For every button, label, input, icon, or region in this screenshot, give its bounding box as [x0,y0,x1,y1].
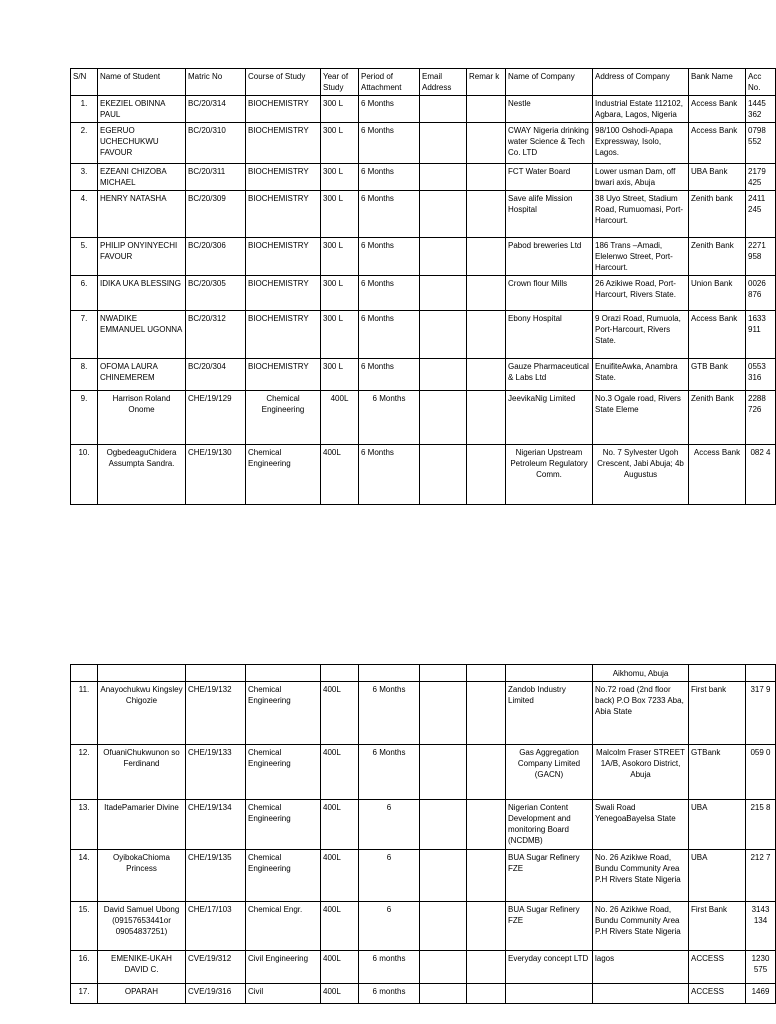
cell-bank: ACCESS [689,984,746,1004]
cell-remark [467,96,506,123]
cell-sn: 16. [71,951,98,984]
cell-name: OyibokaChioma Princess [98,850,186,902]
cell-acc: 215 8 [746,800,776,850]
cell-course: Chemical Engineering [246,391,321,445]
cell-sn: 3. [71,164,98,191]
cell-name: EGERUO UCHECHUKWU FAVOUR [98,123,186,164]
header-address: Address of Company [593,69,689,96]
cell-email [420,164,467,191]
table-row [71,850,776,902]
table-row [71,164,776,191]
cell-acc: 1469 [746,984,776,1004]
cell-company: Crown flour Mills [506,276,593,311]
cell-email [420,391,467,445]
cell-year: 300 L [321,359,359,391]
cell-bank: Access Bank [689,123,746,164]
cell-bank: Access Bank [689,96,746,123]
cell-name: David Samuel Ubong (09157653441or 09054837251) [98,902,186,951]
cell-course: Chemical Engineering [246,745,321,800]
cell-email [420,984,467,1004]
table-row [71,276,776,311]
cell-year: 300 L [321,123,359,164]
cell-name: Anayochukwu Kingsley Chigozie [98,682,186,745]
cell-address: 9 Orazi Road, Rumuola, Port-Harcourt, Rivers State. [593,311,689,359]
cell-sn: 5. [71,238,98,276]
cell-address: 26 Azikiwe Road, Port-Harcourt, Rivers State. [593,276,689,311]
cell-course: BIOCHEMISTRY [246,276,321,311]
cell-year: 300 L [321,164,359,191]
cell-acc: 1230 575 [746,951,776,984]
table-row [71,682,776,745]
cell-course: BIOCHEMISTRY [246,191,321,238]
cell-matric: BC/20/310 [186,123,246,164]
cell-matric: CHE/19/133 [186,745,246,800]
cell-period: 6 [359,850,420,902]
cell-year: 300 L [321,96,359,123]
cell-course: Chemical Engineering [246,445,321,505]
cell-company: Nigerian Upstream Petroleum Regulatory Comm. [506,445,593,505]
cell-year: 300 L [321,276,359,311]
cell-address: No. 26 Azikiwe Road, Bundu Community Area P.H Rivers State Nigeria [593,850,689,902]
cell-remark [467,850,506,902]
cell-company: Save alife Mission Hospital [506,191,593,238]
cell-acc: 082 4 [746,445,776,505]
cell-period: 6 Months [359,745,420,800]
cell-course: BIOCHEMISTRY [246,96,321,123]
cell-period: 6 Months [359,96,420,123]
continuation-row [71,665,776,682]
cell-period: 6 Months [359,682,420,745]
cell-period: 6 Months [359,191,420,238]
cell-company: Nigerian Content Development and monitoring Board (NCDMB) [506,800,593,850]
table-row [71,96,776,123]
table-row [71,359,776,391]
cell-period: 6 [359,800,420,850]
table-row [71,800,776,850]
cell-acc: 0026 876 [746,276,776,311]
cell-year: 400L [321,984,359,1004]
header-email: Email Address [420,69,467,96]
cell-email [420,359,467,391]
cell-company: FCT Water Board [506,164,593,191]
cell-name: Harrison Roland Onome [98,391,186,445]
cell-email [420,96,467,123]
cell-bank: First Bank [689,902,746,951]
cell-address: lagos [593,951,689,984]
header-course: Course of Study [246,69,321,96]
header-name: Name of Student [98,69,186,96]
cell-matric: CHE/19/132 [186,682,246,745]
cell-matric: BC/20/306 [186,238,246,276]
cell-remark [467,311,506,359]
cell-acc: 1633 911 [746,311,776,359]
cell-address: Swali Road YenegoaBayelsa State [593,800,689,850]
header-remark: Remar k [467,69,506,96]
table-row [71,951,776,984]
cell-address: Industrial Estate 112102, Agbara, Lagos, Nigeria [593,96,689,123]
cell-company: Zandob Industry Limited [506,682,593,745]
cell-bank: UBA Bank [689,164,746,191]
cell-period: 6 Months [359,276,420,311]
cell-email [420,311,467,359]
cell-bank: Access Bank [689,311,746,359]
cell-email [420,800,467,850]
cell-company: Pabod breweries Ltd [506,238,593,276]
cell-company: Nestle [506,96,593,123]
cell-period: 6 [359,902,420,951]
cell-address: 98/100 Oshodi-Apapa Expressway, Isolo, Lagos. [593,123,689,164]
cell-email [420,238,467,276]
cell-year: 400L [321,850,359,902]
cell-remark [467,902,506,951]
cell-remark [467,745,506,800]
cell-matric: CHE/19/129 [186,391,246,445]
cell-year: 400L [321,902,359,951]
header-matric: Matric No [186,69,246,96]
cell-remark [467,800,506,850]
cell-sn: 15. [71,902,98,951]
cell-course: BIOCHEMISTRY [246,164,321,191]
cell-remark [467,445,506,505]
cell-sn: 6. [71,276,98,311]
cell-period: 6 Months [359,445,420,505]
cell-address: No.72 road (2nd floor back) P.O Box 7233 Aba, Abia State [593,682,689,745]
cell-bank: Zenith bank [689,191,746,238]
cell-matric: CHE/17/103 [186,902,246,951]
cell-course: Civil [246,984,321,1004]
cell-course: Chemical Engineering [246,682,321,745]
cell-remark [467,984,506,1004]
cell-email [420,191,467,238]
cell-remark [467,391,506,445]
cell-acc: 2288 726 [746,391,776,445]
cell-sn: 11. [71,682,98,745]
cell-bank: Union Bank [689,276,746,311]
cell-matric: BC/20/312 [186,311,246,359]
cell-matric: CVE/19/316 [186,984,246,1004]
cell-year: 400L [321,745,359,800]
cell-bank: Zenith Bank [689,238,746,276]
cell-company: BUA Sugar Refinery FZE [506,850,593,902]
cell-matric: CVE/19/312 [186,951,246,984]
attachment-table-2 [70,664,776,1004]
cell-year: 300 L [321,191,359,238]
cell-matric: CHE/19/134 [186,800,246,850]
cell-period: 6 months [359,951,420,984]
table-row [71,745,776,800]
cell-year: 300 L [321,311,359,359]
cell-acc: 0553 316 [746,359,776,391]
cell-sn: 8. [71,359,98,391]
cell-matric: BC/20/305 [186,276,246,311]
cell-name: PHILIP ONYINYECHI FAVOUR [98,238,186,276]
table-row [71,191,776,238]
cell-name: ItadePamarier Divine [98,800,186,850]
cell-address: No. 7 Sylvester Ugoh Crescent, Jabi Abuja; 4b Augustus [593,445,689,505]
cell-remark [467,238,506,276]
cell-matric: BC/20/304 [186,359,246,391]
cell-year: 400L [321,445,359,505]
cell-acc: 317 9 [746,682,776,745]
cell-sn: 1. [71,96,98,123]
cell-course: Chemical Engineering [246,800,321,850]
table-row [71,445,776,505]
cell-company [506,984,593,1004]
cell-year: 400L [321,682,359,745]
cell-sn: 10. [71,445,98,505]
cell-sn: 2. [71,123,98,164]
cell-acc: 2179 425 [746,164,776,191]
cell-sn: 7. [71,311,98,359]
continued-address: Aikhomu, Abuja [593,665,689,682]
cell-course: BIOCHEMISTRY [246,359,321,391]
header-company: Name of Company [506,69,593,96]
cell-company: BUA Sugar Refinery FZE [506,902,593,951]
cell-email [420,951,467,984]
cell-email [420,902,467,951]
cell-period: 6 months [359,984,420,1004]
cell-bank: UBA [689,800,746,850]
cell-address: Lower usman Dam, off bwari axis, Abuja [593,164,689,191]
cell-course: BIOCHEMISTRY [246,238,321,276]
cell-address: 186 Trans –Amadi, Elelenwo Street, Port-Harcourt. [593,238,689,276]
cell-company: Gas Aggregation Company Limited (GACN) [506,745,593,800]
cell-acc: 0798 552 [746,123,776,164]
cell-address: Malcolm Fraser STREET 1A/B, Asokoro District, Abuja [593,745,689,800]
cell-remark [467,951,506,984]
cell-sn: 13. [71,800,98,850]
cell-sn: 14. [71,850,98,902]
cell-name: EZEANI CHIZOBA MICHAEL [98,164,186,191]
table-row [71,311,776,359]
cell-year: 400L [321,391,359,445]
cell-company: Gauze Pharmaceutical & Labs Ltd [506,359,593,391]
cell-remark [467,123,506,164]
cell-matric: CHE/19/135 [186,850,246,902]
cell-period: 6 Months [359,391,420,445]
cell-name: OgbedeaguChidera Assumpta Sandra. [98,445,186,505]
cell-acc: 059 0 [746,745,776,800]
cell-address: EnuifiteAwka, Anambra State. [593,359,689,391]
cell-acc: 2271 958 [746,238,776,276]
cell-sn: 17. [71,984,98,1004]
cell-sn: 9. [71,391,98,445]
cell-course: Civil Engineering [246,951,321,984]
cell-sn: 4. [71,191,98,238]
cell-company: Ebony Hospital [506,311,593,359]
cell-matric: BC/20/314 [186,96,246,123]
cell-name: EKEZIEL OBINNA PAUL [98,96,186,123]
table-row [71,391,776,445]
table-row [71,902,776,951]
cell-sn: 12. [71,745,98,800]
cell-name: OPARAH [98,984,186,1004]
cell-period: 6 Months [359,123,420,164]
cell-email [420,276,467,311]
cell-year: 400L [321,800,359,850]
cell-matric: BC/20/309 [186,191,246,238]
cell-period: 6 Months [359,164,420,191]
cell-remark [467,276,506,311]
cell-course: Chemical Engineering [246,850,321,902]
header-bank: Bank Name [689,69,746,96]
cell-email [420,850,467,902]
cell-acc: 3143 134 [746,902,776,951]
cell-address [593,984,689,1004]
cell-name: NWADIKE EMMANUEL UGONNA [98,311,186,359]
cell-course: Chemical Engr. [246,902,321,951]
table-row [71,123,776,164]
header-acc: Acc No. [746,69,776,96]
cell-bank: Access Bank [689,445,746,505]
cell-address: No. 26 Azikiwe Road, Bundu Community Area P.H Rivers State Nigeria [593,902,689,951]
cell-course: BIOCHEMISTRY [246,311,321,359]
cell-remark [467,191,506,238]
cell-course: BIOCHEMISTRY [246,123,321,164]
cell-remark [467,359,506,391]
cell-bank: GTB Bank [689,359,746,391]
attachment-table-1 [70,68,776,505]
cell-email [420,682,467,745]
cell-acc: 1445 362 [746,96,776,123]
cell-name: IDIKA UKA BLESSING [98,276,186,311]
cell-bank: GTBank [689,745,746,800]
cell-period: 6 Months [359,311,420,359]
cell-year: 300 L [321,238,359,276]
table-row [71,238,776,276]
cell-remark [467,682,506,745]
header-year: Year of Study [321,69,359,96]
cell-remark [467,164,506,191]
cell-company: CWAY Nigeria drinking water Science & Tech Co. LTD [506,123,593,164]
cell-bank: First bank [689,682,746,745]
cell-matric: CHE/19/130 [186,445,246,505]
cell-name: OFOMA LAURA CHINEMEREM [98,359,186,391]
cell-matric: BC/20/311 [186,164,246,191]
cell-email [420,745,467,800]
cell-email [420,123,467,164]
cell-company: Everyday concept LTD [506,951,593,984]
cell-company: JeevikaNig Limited [506,391,593,445]
cell-acc: 2411 245 [746,191,776,238]
cell-name: HENRY NATASHA [98,191,186,238]
cell-bank: Zenith Bank [689,391,746,445]
cell-bank: UBA [689,850,746,902]
cell-address: 38 Uyo Street, Stadium Road, Rumuomasi, Port-Harcourt. [593,191,689,238]
header-sn: S/N [71,69,98,96]
cell-address: No.3 Ogale road, Rivers State Eleme [593,391,689,445]
cell-period: 6 Months [359,359,420,391]
cell-name: EMENIKE-UKAH DAVID C. [98,951,186,984]
cell-period: 6 Months [359,238,420,276]
cell-name: OfuaniChukwunon so Ferdinand [98,745,186,800]
table-header-row [71,69,776,96]
cell-acc: 212 7 [746,850,776,902]
cell-year: 400L [321,951,359,984]
header-period: Period of Attachment [359,69,420,96]
cell-email [420,445,467,505]
cell-bank: ACCESS [689,951,746,984]
table-row [71,984,776,1004]
